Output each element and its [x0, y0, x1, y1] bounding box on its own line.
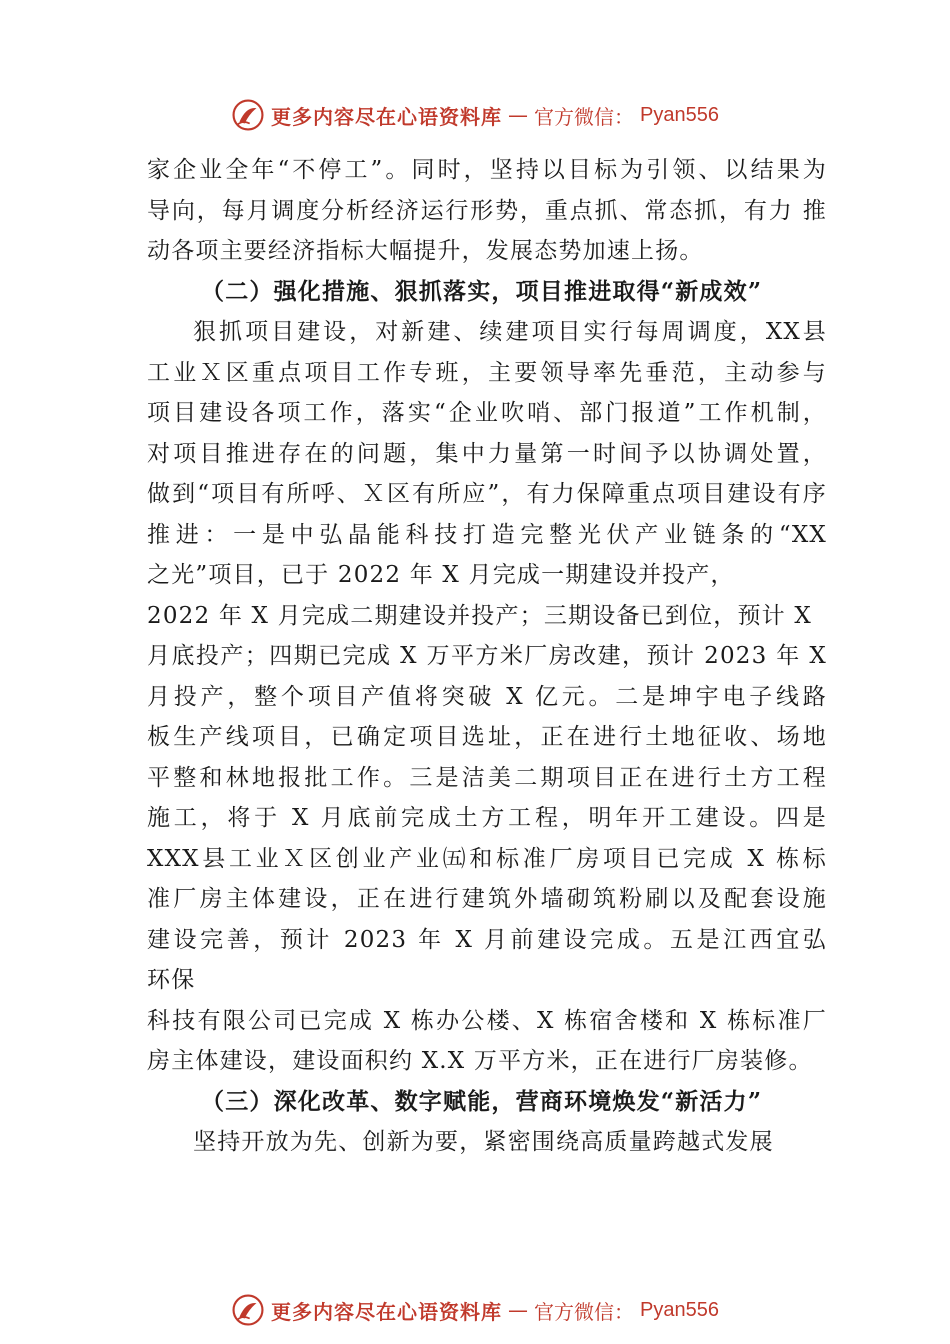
body-line: 狠抓项目建设，对新建、续建项目实行每周调度，XX县 — [193, 319, 827, 345]
body-line: 2022 年 X 月完成二期建设并投产；三期设备已到位，预计 X — [147, 602, 812, 629]
body-line: 推进：一是中弘晶能科技打造完整光伏产业链条的“XX — [147, 521, 827, 548]
watermark-channel: 官方微信： — [534, 1299, 635, 1324]
watermark-dash: — — [508, 1298, 529, 1322]
body-line: 月底投产；四期已完成 X 万平方米厂房改建，预计 2023 年 X — [147, 643, 827, 669]
section-heading: （三）深化改革、数字赋能，营商环境焕发“新活力” — [201, 1087, 763, 1115]
body-line: 之光”项目，已于 2022 年 X 月完成一期建设并投产， — [147, 562, 735, 588]
watermark-brand: 更多内容尽在心语资料库 — [271, 104, 503, 129]
body-line: 导向，每月调度分析经济运行形势，重点抓、常态抓，有力 推 — [147, 197, 827, 224]
body-line: 坚持开放为先、创新为要，紧密围绕高质量跨越式发展 — [193, 1129, 774, 1155]
body-line: 家企业全年“不停工”。同时，坚持以目标为引领、以结果为 — [147, 157, 827, 183]
body-line: 科技有限公司已完成 X 栋办公楼、X 栋宿舍楼和 X 栋标准厂 — [147, 1007, 827, 1034]
body-line: 平整和林地报批工作。三是洁美二期项目正在进行土方工程 — [147, 764, 827, 791]
body-line: 环保 — [147, 967, 196, 993]
body-line: 房主体建设，建设面积约 X.X 万平方米，正在进行厂房装修。 — [147, 1048, 813, 1074]
section-heading: （二）强化措施、狠抓落实，项目推进取得“新成效” — [201, 277, 763, 305]
body-line: 项目建设各项工作，落实“企业吹哨、部门报道”工作机制， — [147, 400, 827, 426]
body-line: 月投产，整个项目产值将突破 X 亿元。二是坤宇电子线路 — [147, 683, 827, 710]
ink-brush-logo-icon — [231, 1293, 265, 1327]
footer-watermark — [0, 1288, 950, 1332]
watermark-brand: 更多内容尽在心语资料库 — [271, 1299, 503, 1324]
header-watermark — [0, 93, 950, 137]
body-line: 做到“项目有所呼、Ｘ区有所应”，有力保障重点项目建设有序 — [147, 481, 827, 507]
body-line: 施工，将于 X 月底前完成土方工程，明年开工建设。四是 — [147, 805, 827, 831]
body-line: 动各项主要经济指标大幅提升，发展态势加速上扬。 — [147, 238, 704, 264]
body-line: 对项目推进存在的问题，集中力量第一时间予以协调处置， — [147, 440, 827, 467]
ink-brush-logo-icon — [231, 98, 265, 132]
document-body — [147, 150, 827, 1163]
watermark-channel: 官方微信： — [534, 104, 635, 129]
body-line: 准厂房主体建设，正在进行建筑外墙砌筑粉刷以及配套设施 — [147, 886, 827, 912]
watermark-dash: — — [508, 103, 529, 127]
watermark-id: Pyan556 — [640, 103, 719, 126]
body-line: XXX县工业Ｘ区创业产业㈤和标准厂房项目已完成 X 栋标 — [147, 845, 827, 872]
body-line: 工业Ｘ区重点项目工作专班，主要领导率先垂范，主动参与 — [147, 359, 827, 386]
watermark-id: Pyan556 — [640, 1298, 719, 1321]
body-line: 建设完善，预计 2023 年 X 月前建设完成。五是江西宜弘 — [147, 926, 827, 953]
body-line: 板生产线项目，已确定项目选址，正在进行土地征收、场地 — [147, 724, 827, 750]
